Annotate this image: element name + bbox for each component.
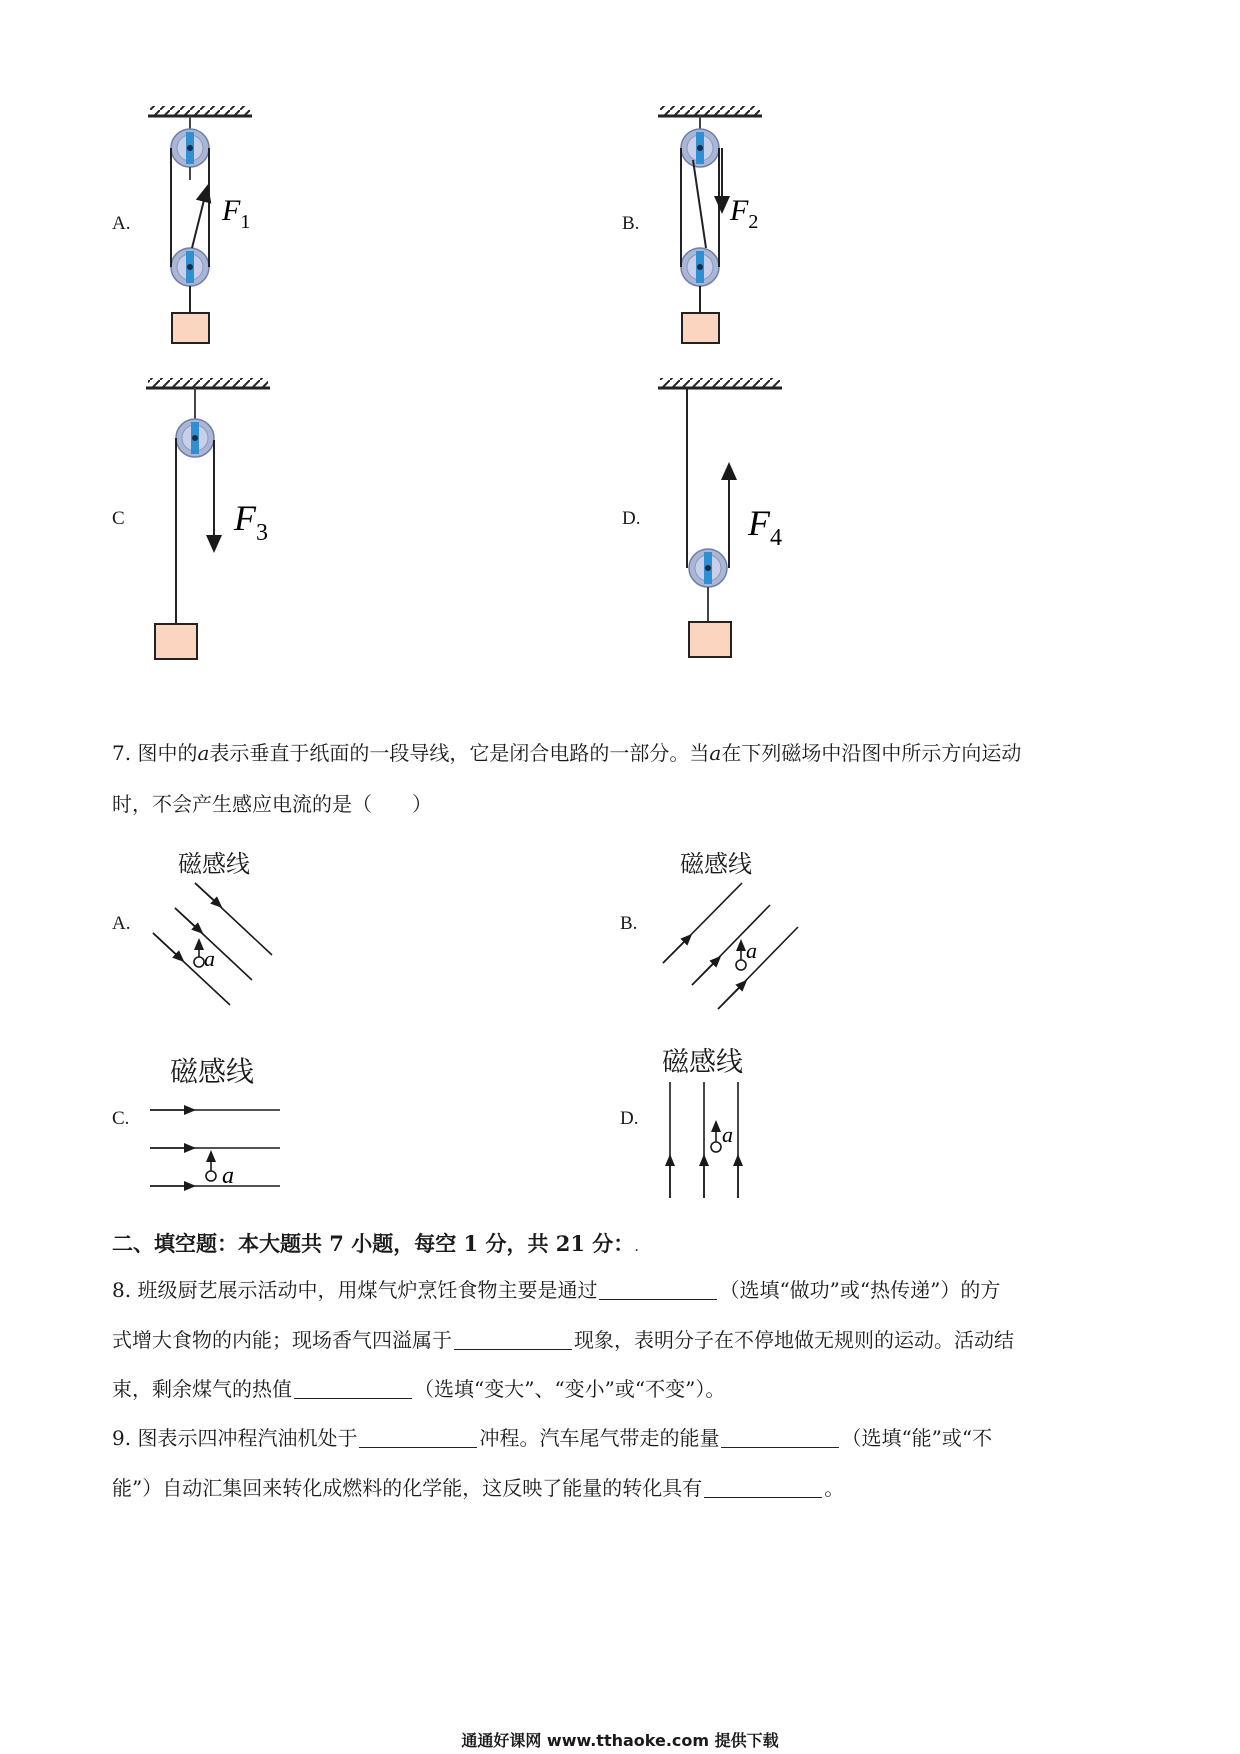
force-f3: $F_3$ xyxy=(234,498,268,546)
section-2-title: 二、填空题：本大题共 7 小题，每空 1 分，共 21 分：. xyxy=(112,1231,639,1256)
q8-line2: 式增大食物的内能；现场香气四溢属于 现象，表明分子在不停地做无规则的运动。活动结 xyxy=(112,1328,1014,1352)
q8-blank-1 xyxy=(599,1279,717,1300)
force-f2: $F_2$ xyxy=(730,194,759,233)
option-d-label: D. xyxy=(622,508,641,529)
conductor-label-b: a xyxy=(746,938,757,963)
field-c xyxy=(150,1110,280,1186)
q9-blank-1 xyxy=(359,1427,477,1448)
q8-blank-2 xyxy=(454,1329,572,1350)
q7-option-c-label: C. xyxy=(112,1108,130,1129)
option-b-label: B. xyxy=(622,213,640,234)
caption-d: 磁感线 xyxy=(662,1047,743,1078)
caption-a: 磁感线 xyxy=(178,850,250,878)
footer-url[interactable]: www.tthaoke.com xyxy=(546,1731,710,1750)
q9-blank-3 xyxy=(704,1477,822,1498)
force-f4: $F_4$ xyxy=(748,503,782,551)
conductor-label-a: a xyxy=(204,946,215,971)
footer-site-name: 通通好课网 xyxy=(461,1731,542,1750)
conductor-label-d: a xyxy=(722,1122,733,1147)
force-f1: $F_1$ xyxy=(222,194,251,233)
q9-blank-2 xyxy=(721,1427,839,1448)
conductor-label-c: a xyxy=(222,1163,234,1189)
q7-number: 7. xyxy=(112,741,132,765)
q7-option-b-label: B. xyxy=(620,913,638,934)
q7-line1: 7. 图中的a表示垂直于纸面的一段导线，它是闭合电路的一部分。当a在下列磁场中沿图中所示方向运动 xyxy=(112,741,1022,765)
q9-line2: 能”）自动汇集回来转化成燃料的化学能，这反映了能量的转化具有 。 xyxy=(112,1476,845,1500)
field-a xyxy=(153,883,272,1005)
footer-suffix: 提供下载 xyxy=(714,1731,779,1750)
q7-option-a-label: A. xyxy=(112,913,131,934)
q9-line1: 9. 图表示四冲程汽油机处于 冲程。汽车尾气带走的能量 （选填“能”或“不 xyxy=(112,1426,993,1450)
q7-line2: 时，不会产生感应电流的是（ ） xyxy=(112,792,432,816)
q8-line1: 8. 班级厨艺展示活动中，用煤气炉烹饪食物主要是通过 （选填“做功”或“热传递”）的方 xyxy=(112,1278,1001,1302)
q8-line3: 束，剩余煤气的热值 （选填“变大”、“变小”或“不变”）。 xyxy=(112,1377,726,1401)
page-footer xyxy=(0,1728,1240,1751)
option-c-label: C xyxy=(112,508,125,529)
q7-option-d-label: D. xyxy=(620,1108,639,1129)
field-b xyxy=(663,883,798,1009)
q8-blank-3 xyxy=(294,1378,412,1399)
caption-b: 磁感线 xyxy=(680,850,752,878)
option-a-label: A. xyxy=(112,213,131,234)
caption-c: 磁感线 xyxy=(170,1055,255,1088)
